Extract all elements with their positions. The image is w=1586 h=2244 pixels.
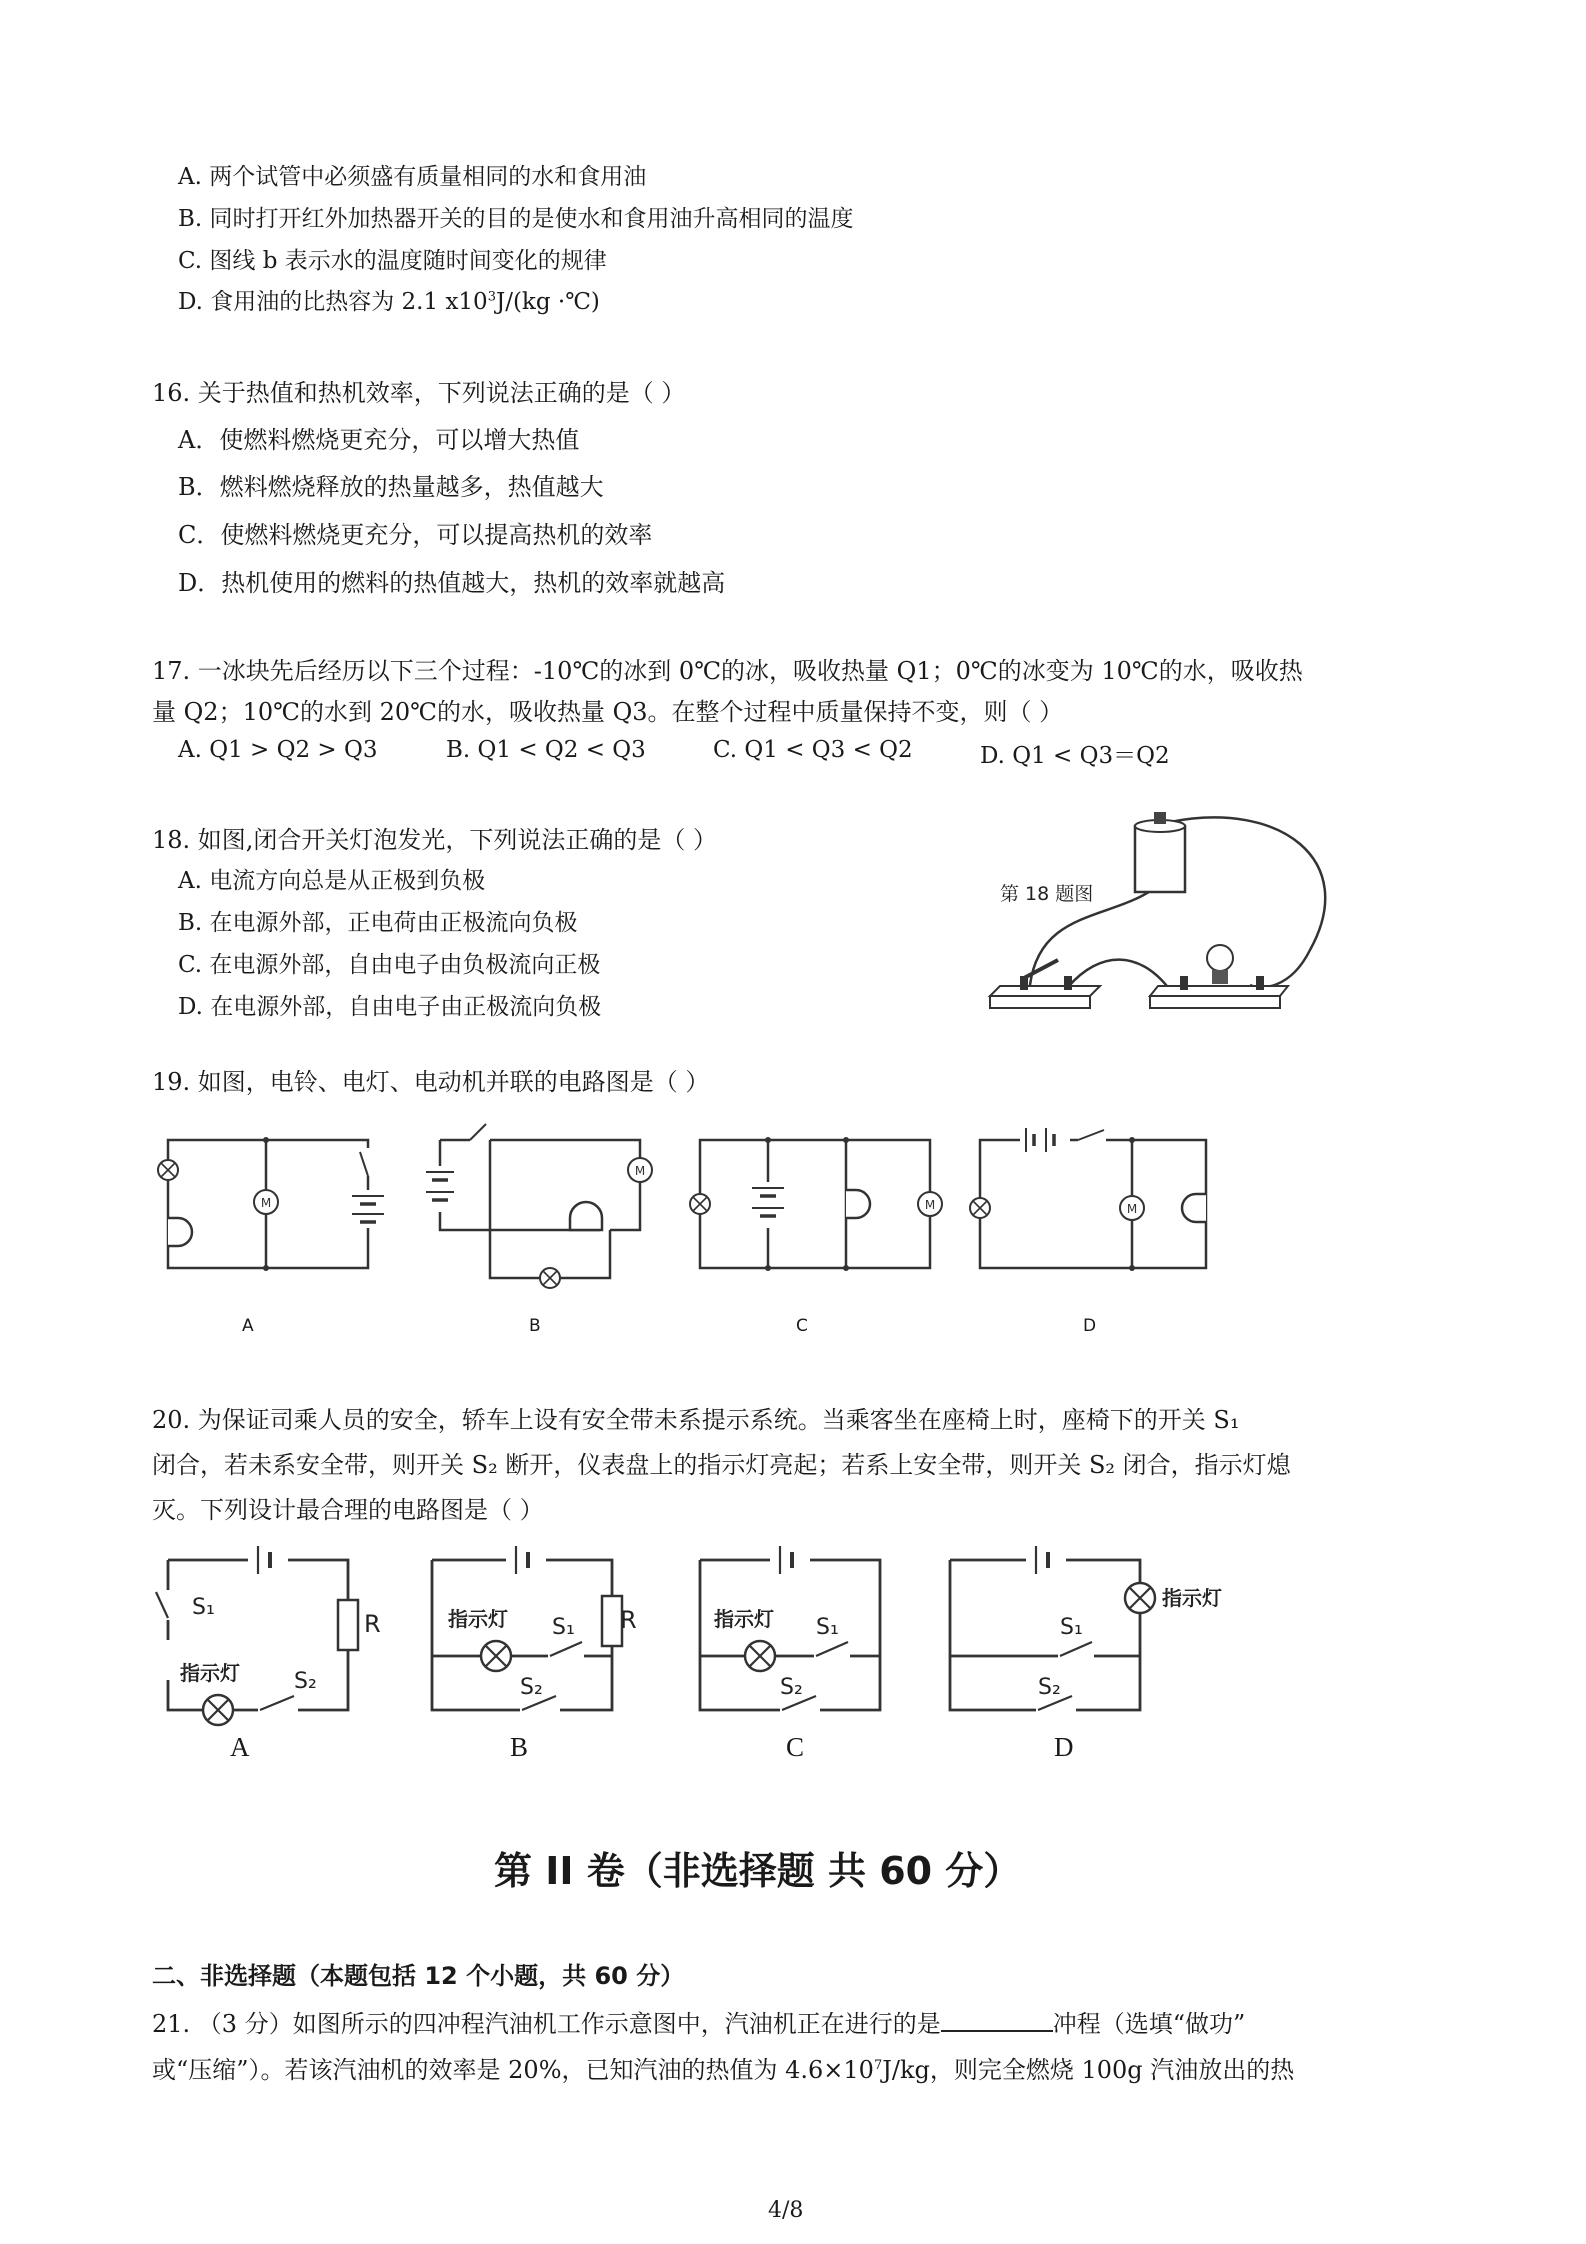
q20-label-d: D: [1054, 1732, 1074, 1762]
q20-label-a: A: [230, 1732, 250, 1762]
switch-board-icon: [990, 960, 1100, 1008]
q21-line1-b: 冲程（选填“做功”: [1052, 2010, 1246, 2038]
motor-icon: [628, 1158, 652, 1182]
q21-line1-a: 21. （3 分）如图所示的四冲程汽油机工作示意图中，汽油机正在进行的是: [152, 2010, 941, 2038]
q20-d-s2: S₂: [1038, 1675, 1061, 1700]
q15-option-d-prefix: D. 食用油的比热容为 2.1 x10: [178, 289, 488, 315]
q19-circuit-b: [410, 1110, 670, 1290]
svg-text:M: M: [634, 1164, 646, 1178]
q16-option-a: A．使燃料燃烧更充分，可以增大热值: [178, 426, 580, 454]
q20-stem-line2: 闭合，若未系安全带，则开关 S₂ 断开，仪表盘上的指示灯亮起；若系上安全带，则开关 S₂ 闭合，指示灯熄: [152, 1451, 1291, 1479]
q18-circuit-figure: [980, 800, 1350, 1030]
motor-icon: [1120, 1196, 1144, 1220]
q15-option-c: C. 图线 b 表示水的温度随时间变化的规律: [178, 248, 607, 274]
q21-line2: [152, 2050, 1294, 2085]
lamp-icon: [158, 1160, 178, 1180]
q16-stem: 16. 关于热值和热机效率，下列说法正确的是（ ）: [152, 379, 686, 407]
bell-icon: [1182, 1194, 1206, 1222]
q18-option-d: D. 在电源外部，自由电子由正极流向负极: [178, 994, 602, 1020]
q17-option-a: A. Q1 > Q2 > Q3: [178, 737, 378, 763]
switch-icon: [1078, 1130, 1106, 1146]
q20-a-r: R: [364, 1610, 381, 1638]
q20-a-s1: S₁: [192, 1595, 215, 1620]
q20-circuit-c: [680, 1530, 920, 1730]
battery-icon: [1020, 1126, 1070, 1156]
q20-c-s1: S₁: [816, 1615, 839, 1640]
battery-icon: [750, 1182, 786, 1228]
q20-d-lamp-label: 指示灯: [1162, 1586, 1222, 1610]
q20-a-s2: S₂: [294, 1669, 317, 1694]
q20-d-s1: S₁: [1060, 1615, 1083, 1640]
q16-option-b: B．燃料燃烧释放的热量越多，热值越大: [178, 473, 604, 501]
q20-circuit-d: [930, 1530, 1240, 1730]
q20-circuit-b: [412, 1530, 662, 1730]
q19-label-a: A: [242, 1316, 254, 1336]
q18-option-b: B. 在电源外部，正电荷由正极流向负极: [178, 910, 578, 936]
q19-circuit-c: [680, 1120, 950, 1280]
q19-label-b: B: [529, 1316, 541, 1336]
q19-circuit-d: [960, 1110, 1220, 1280]
q17-stem-line1: 17. 一冰块先后经历以下三个过程：-10℃的冰到 0℃的冰，吸收热量 Q1；0℃的冰变为 10℃的水，吸收热: [152, 657, 1303, 685]
q20-b-s1: S₁: [552, 1615, 575, 1640]
lamp-icon: [970, 1198, 990, 1218]
q15-option-d-suffix: J/(kg ·℃): [495, 289, 600, 315]
q21-line2-sup: 7: [873, 2058, 883, 2073]
q17-option-c: C. Q1 < Q3 < Q2: [713, 737, 913, 763]
q20-circuit-a: [148, 1530, 408, 1730]
q21-line1: [152, 2004, 1245, 2039]
q19-circuit-a: [148, 1120, 388, 1280]
switch-icon: [360, 1148, 374, 1176]
svg-text:M: M: [1126, 1202, 1138, 1216]
q18-stem: 18. 如图,闭合开关灯泡发光，下列说法正确的是（ ）: [152, 826, 718, 854]
battery-icon: [1135, 812, 1185, 892]
lamp-icon: [481, 1641, 511, 1671]
q19-stem: 19. 如图，电铃、电灯、电动机并联的电路图是（ ）: [152, 1068, 710, 1096]
q16-option-c: C．使燃料燃烧更充分，可以提高热机的效率: [178, 521, 653, 549]
q17-option-d: D. Q1 < Q3＝Q2: [980, 743, 1170, 769]
q20-b-r: R: [620, 1606, 637, 1634]
svg-text:M: M: [260, 1196, 272, 1210]
q18-figure-label: 第 18 题图: [1000, 883, 1094, 905]
lamp-icon: [1125, 1583, 1155, 1613]
lamp-icon: [203, 1695, 233, 1725]
q21-line2-b: J/kg，则完全燃烧 100g 汽油放出的热: [882, 2056, 1295, 2084]
q20-label-c: C: [786, 1732, 805, 1762]
q17-option-b: B. Q1 < Q2 < Q3: [446, 737, 646, 763]
battery-icon: [348, 1190, 388, 1228]
lamp-icon: [690, 1194, 710, 1214]
q17-stem-line2: 量 Q2；10℃的水到 20℃的水，吸收热量 Q3。在整个过程中质量保持不变，则（ ）: [152, 698, 1064, 726]
q21-answer-blank[interactable]: [941, 2010, 1053, 2032]
q20-label-b: B: [510, 1732, 529, 1762]
motor-icon: [254, 1190, 278, 1214]
page-number: 4/8: [768, 2198, 804, 2223]
lamp-icon: [540, 1268, 560, 1288]
q20-stem-line3: 灭。下列设计最合理的电路图是（ ）: [152, 1496, 544, 1524]
q19-label-c: C: [796, 1316, 808, 1336]
q18-option-a: A. 电流方向总是从正极到负极: [178, 868, 486, 894]
q19-label-d: D: [1083, 1316, 1097, 1336]
q15-option-a: A. 两个试管中必须盛有质量相同的水和食用油: [178, 164, 647, 190]
battery-icon: [424, 1166, 460, 1212]
bell-icon: [168, 1218, 192, 1246]
bell-icon: [846, 1190, 870, 1218]
part2-section-heading: 二、非选择题（本题包括 12 个小题，共 60 分）: [152, 1962, 685, 1990]
lamp-icon: [745, 1641, 775, 1671]
motor-icon: [918, 1192, 942, 1216]
q20-stem-line1: 20. 为保证司乘人员的安全，轿车上设有安全带未系提示系统。当乘客坐在座椅上时，座椅下的开关 S₁: [152, 1406, 1240, 1434]
q20-c-lamp-label: 指示灯: [714, 1607, 774, 1631]
q20-b-s2: S₂: [520, 1675, 543, 1700]
q18-option-c: C. 在电源外部，自由电子由负极流向正极: [178, 952, 601, 978]
q16-option-d: D．热机使用的燃料的热值越大，热机的效率就越高: [178, 569, 726, 597]
q21-line2-a: 或“压缩”）。若该汽油机的效率是 20%，已知汽油的热值为 4.6×10: [152, 2056, 874, 2084]
q15-option-d: [178, 283, 600, 316]
lamp-board-icon: [1150, 945, 1288, 1008]
part2-title: 第 II 卷（非选择题 共 60 分）: [494, 1849, 1022, 1893]
q20-b-lamp-label: 指示灯: [448, 1607, 508, 1631]
q20-c-s2: S₂: [780, 1675, 803, 1700]
q15-option-b: B. 同时打开红外加热器开关的目的是使水和食用油升高相同的温度: [178, 206, 854, 232]
svg-text:M: M: [924, 1198, 936, 1212]
bell-icon: [570, 1202, 602, 1230]
q15-option-d-sup: 3: [487, 289, 496, 305]
q20-a-lamp-label: 指示灯: [180, 1661, 240, 1685]
